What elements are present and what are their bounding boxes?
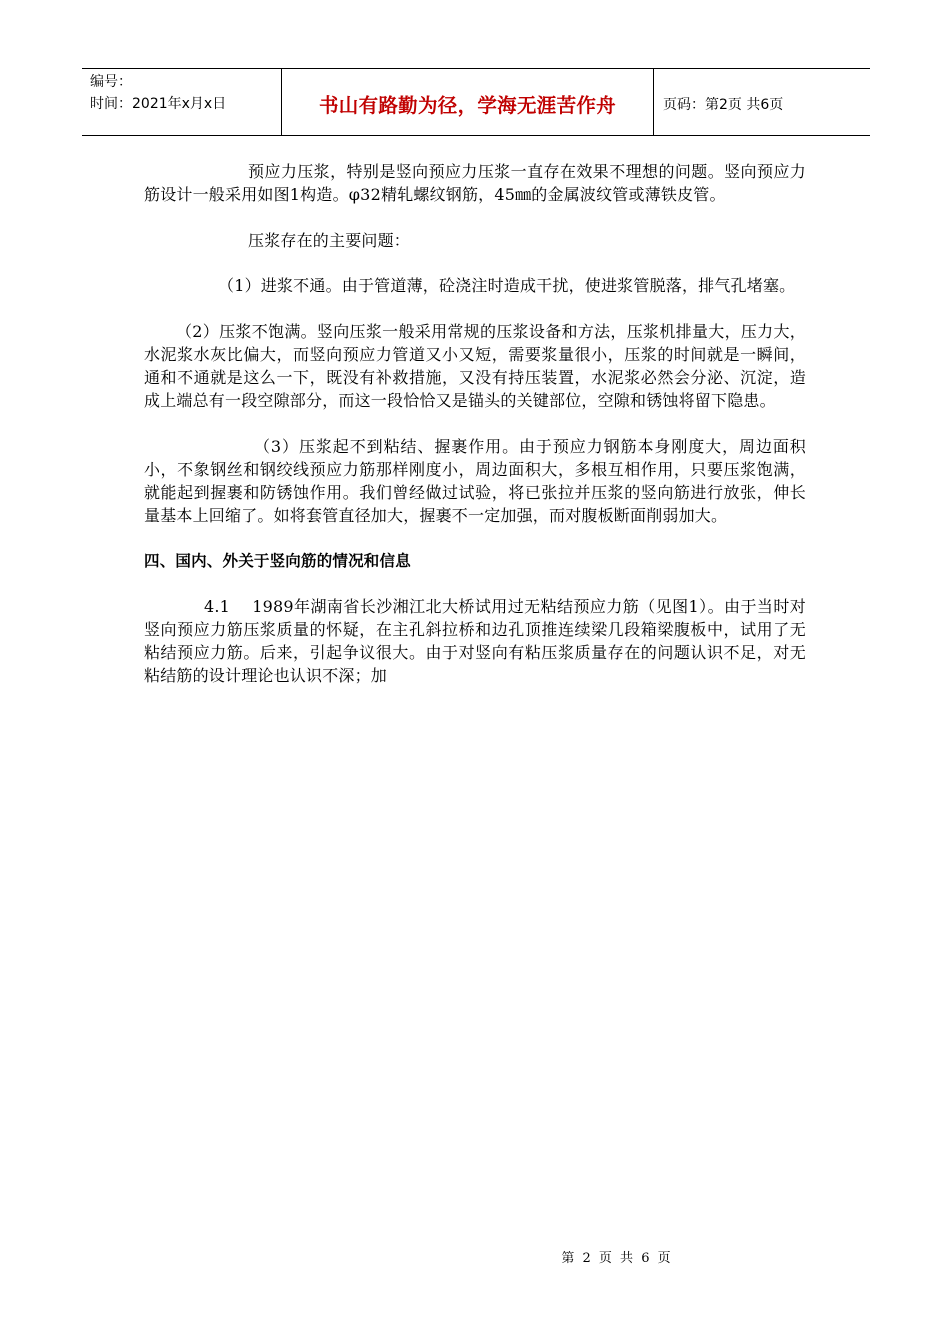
- page-footer: 第 2 页 共 6 页: [561, 1251, 673, 1266]
- paragraph-problems-heading: 压浆存在的主要问题：: [248, 231, 411, 250]
- paragraph-intro: 预应力压浆，特别是竖向预应力压浆一直存在效果不理想的问题。竖向预应力筋设计一般采用如图1构造。φ32精轧螺纹钢筋，45㎜的金属波纹管或薄铁皮管。: [144, 162, 806, 204]
- section-heading: 四、国内、外关于竖向筋的情况和信息: [144, 552, 411, 570]
- page-header: [82, 68, 870, 136]
- paragraph-4-1: 4.1 1989年湖南省长沙湘江北大桥试用过无粘结预应力筋（见图1）。由于当时对竖向预应力筋压浆质量的怀疑，在主孔斜拉桥和边孔顶推连续梁几段箱梁腹板中，试用了无粘结预应力筋。后来，引起争议很大。由于对竖向有粘压浆质量存在的问题认识不足，对无粘结筋的设计理论也认识不深；加: [144, 597, 806, 685]
- header-motto: 书山有路勤为径，学海无涯苦作舟: [282, 69, 654, 135]
- header-meta: [82, 69, 282, 135]
- header-page-info: 页码：第2页 共6页: [663, 97, 784, 113]
- paragraph-problem-2: （2）压浆不饱满。竖向压浆一般采用常规的压浆设备和方法，压浆机排量大，压力大，水泥浆水灰比偏大，而竖向预应力管道又小又短，需要浆量很小，压浆的时间就是一瞬间，通和不通就是这么一下，既没有补救措施，又没有持压装置，水泥浆必然会分泌、沉淀，造成上端总有一段空隙部分，而这一段恰恰又是锚头的关键部位，空隙和锈蚀将留下隐患。: [144, 322, 806, 410]
- document-body: [144, 160, 806, 687]
- date-label: 时间：2021年x月x日: [90, 96, 227, 112]
- paragraph-problem-1: （1）进浆不通。由于管道薄，砼浇注时造成干扰，使进浆管脱落，排气孔堵塞。: [218, 276, 796, 295]
- paragraph-problem-3: （3）压浆起不到粘结、握裹作用。由于预应力钢筋本身刚度大，周边面积小，不象钢丝和钢绞线预应力筋那样刚度小，周边面积大，多根互相作用，只要压浆饱满，就能起到握裹和防锈蚀作用。我们曾经做过试验，将已张拉并压浆的竖向筋进行放张，伸长量基本上回缩了。如将套管直径加大，握裹不一定加强，而对腹板断面削弱加大。: [144, 437, 806, 525]
- number-label: 编号：: [90, 74, 132, 90]
